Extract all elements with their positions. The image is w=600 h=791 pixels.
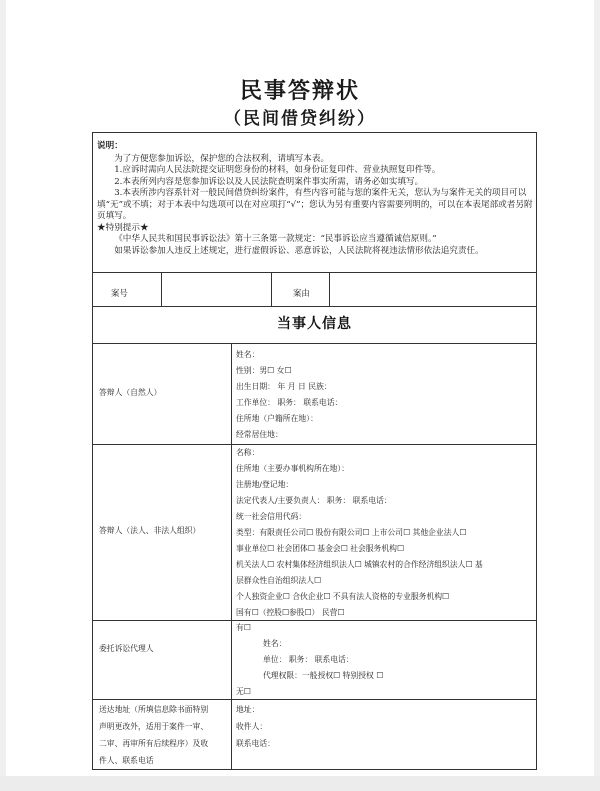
instruction-line: 为了方便您参加诉讼，保护您的合法权利，请填写本表。 (114, 153, 330, 164)
row-divider (93, 444, 536, 445)
row-divider (93, 343, 536, 344)
agent-name-field: 姓名： (263, 639, 287, 648)
agent-authority-field: 代理权限：一般授权☐ 特别授权 ☐ (263, 671, 384, 680)
agent-none-option: 无☐ (236, 687, 251, 696)
natural-gender-field: 性别：男☐ 女☐ (236, 366, 292, 375)
legal-type-line: 类型：有限责任公司☐ 股份有限公司☐ 上市公司☐ 其他企业法人☐ (236, 528, 467, 537)
column-divider (329, 272, 330, 306)
legal-type-line: 个人独资企业☐ 合伙企业☐ 不具有法人资格的专业服务机构☐ (236, 592, 450, 601)
natural-birth-field: 出生日期： 年 月 日 民族： (236, 382, 332, 391)
legal-registration-field: 注册地/登记地： (236, 480, 294, 489)
document-subtitle: （民间借贷纠纷） (224, 109, 376, 129)
row-divider (93, 620, 536, 621)
special-notice-heading: ★特别提示★ (97, 222, 149, 233)
natural-name-field: 姓名： (236, 350, 260, 359)
natural-domicile-field: 住所地（户籍所在地）： (236, 414, 318, 423)
column-divider (271, 272, 272, 306)
document-title: 民事答辩状 (239, 78, 360, 104)
agent-label: 委托诉讼代理人 (99, 644, 154, 653)
legal-type-line: 机关法人☐ 农村集体经济组织法人☐ 城镇农村的合作经济组织法人☐ 基 (236, 560, 483, 569)
row-divider (93, 272, 536, 273)
agent-has-option: 有☐ (236, 623, 251, 632)
legal-name-field: 名称： (236, 448, 260, 457)
row-divider (93, 306, 536, 307)
natural-residence-field: 经常居住地： (236, 430, 283, 439)
service-label-line: 二审、再审所有后续程序）及收 (99, 739, 209, 748)
answer-form-table (92, 132, 537, 770)
service-recipient-field: 收件人： (236, 722, 268, 731)
legal-type-line: 层群众性自治组织法人☐ (236, 576, 321, 585)
agent-unit-field: 单位： 职务： 联系电话： (263, 655, 354, 664)
service-label-line: 送达地址（所填信息除书面特别 (99, 705, 209, 714)
case-number-label: 案号 (111, 288, 128, 298)
service-label-line: 件人、联系电话 (99, 756, 154, 765)
instruction-line: 2.本表所列内容是您参加诉讼以及人民法院查明案件事实所需，请务必如实填写。 (114, 176, 424, 187)
special-notice-line: 如果诉讼参加人违反上述规定，进行虚假诉讼、恶意诉讼，人民法院将视违法情形依法追究责任。 (114, 245, 484, 256)
special-notice-line: 《中华人民共和国民事诉讼法》第十三条第一款规定：“民事诉讼应当遵循诚信原则。” (114, 234, 437, 244)
instructions-heading: 说明： (97, 141, 123, 151)
legal-credit-code-field: 统一社会信用代码： (236, 512, 307, 521)
legal-ownership-line: 国有☐（控股☐参股☐） 民营☐ (236, 608, 345, 617)
page-bottom-margin (0, 776, 600, 791)
service-address-field: 地址： (236, 705, 260, 714)
legal-representative-field: 法定代表人/主要负责人： 职务： 联系电话： (236, 496, 392, 505)
service-phone-field: 联系电话： (236, 739, 275, 748)
respondent-natural-label: 答辩人（自然人） (99, 388, 162, 397)
service-label-line: 声明更改外，适用于案件一审、 (99, 722, 209, 731)
instruction-line: 1.应诉时需向人民法院提交证明您身份的材料，如身份证复印件、营业执照复印件等。 (114, 165, 441, 175)
natural-work-field: 工作单位： 职务： 联系电话： (236, 398, 343, 407)
legal-address-field: 住所地（主要办事机构所在地）： (236, 464, 350, 473)
column-divider (161, 272, 162, 306)
parties-section-title: 当事人信息 (277, 316, 352, 332)
instructions-block (97, 141, 533, 257)
instruction-line: 3.本表所涉内容系针对一般民间借贷纠纷案件，有些内容可能与您的案件无关，您认为与案件无关的项目可以填“无”或不填；对于本表中勾选项可以在对应项打“√”；您认为另有重要内容需要列明的，可以在本表尾部或者另附页填写。 (97, 188, 533, 221)
case-cause-label: 案由 (293, 288, 310, 298)
document-page (6, 0, 594, 776)
legal-type-line: 事业单位☐ 社会团体☐ 基金会☐ 社会服务机构☐ (236, 544, 404, 553)
label-column-divider (231, 343, 232, 770)
respondent-legal-label: 答辩人（法人、非法人组织） (99, 526, 201, 535)
row-divider (93, 699, 536, 700)
